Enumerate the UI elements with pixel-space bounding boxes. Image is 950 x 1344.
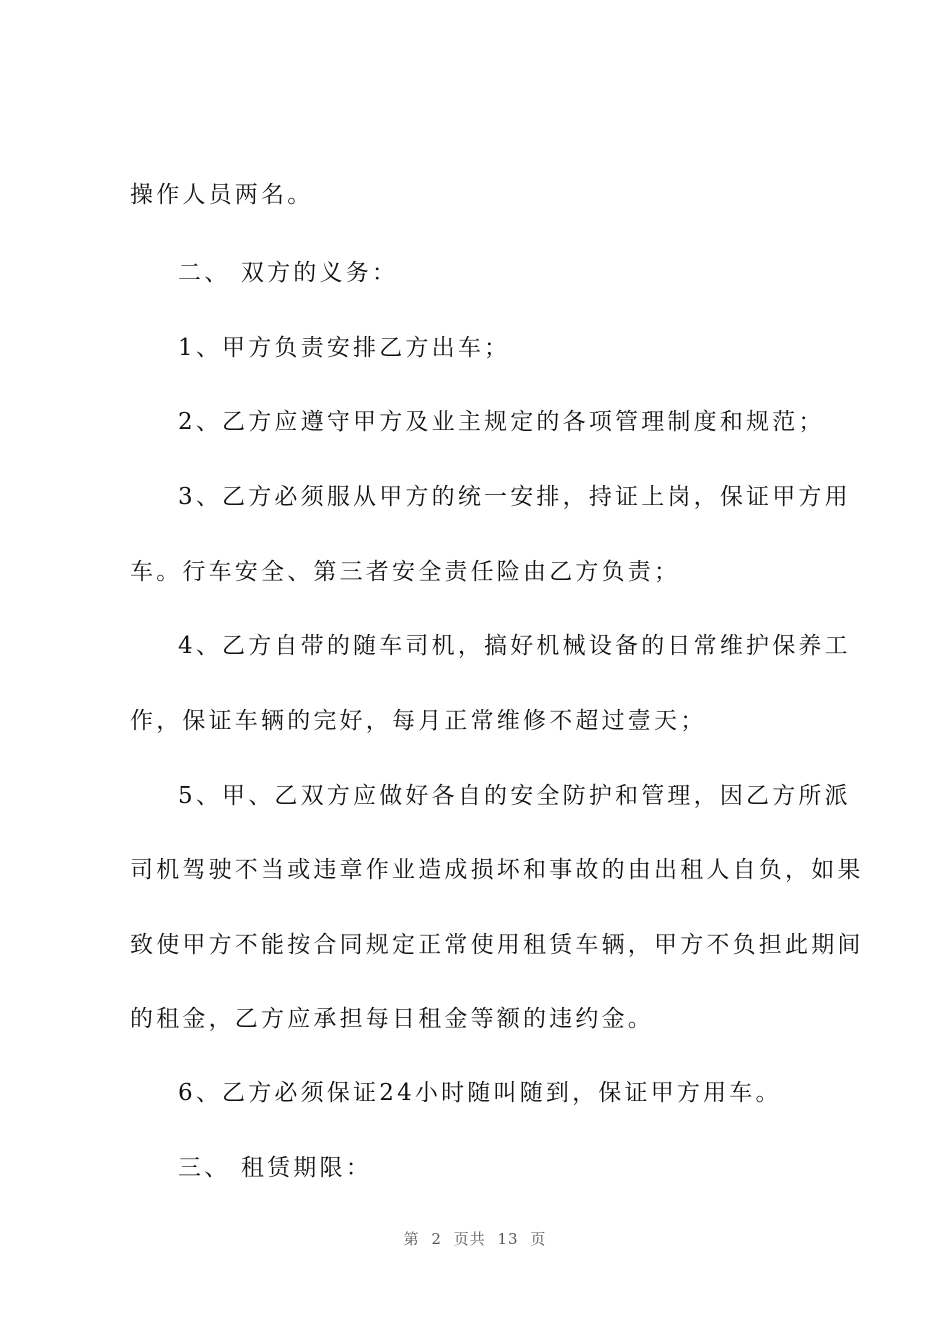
list-item: 6、乙方必须保证24小时随叫随到，保证甲方用车。: [178, 1080, 782, 1106]
paragraph-line: 司机驾驶不当或违章作业造成损坏和事故的由出租人自负，如果: [130, 857, 864, 883]
section-heading: 三、 租赁期限：: [178, 1155, 372, 1181]
paragraph-line: 作，保证车辆的完好，每月正常维修不超过壹天；: [130, 708, 707, 734]
list-item: 2、乙方应遵守甲方及业主规定的各项管理制度和规范；: [178, 409, 825, 435]
paragraph-line: 的租金，乙方应承担每日租金等额的违约金。: [130, 1006, 654, 1032]
page-number: 第 2 页共 13 页: [403, 1230, 547, 1248]
list-item: 4、乙方自带的随车司机，搞好机械设备的日常维护保养工: [178, 633, 851, 659]
section-heading: 二、 双方的义务：: [178, 260, 399, 286]
list-item: 5、甲、乙双方应做好各自的安全防护和管理，因乙方所派: [178, 783, 851, 809]
paragraph-line: 车。行车安全、第三者安全责任险由乙方负责；: [130, 559, 681, 585]
paragraph-line: 致使甲方不能按合同规定正常使用租赁车辆，甲方不负担此期间: [130, 932, 864, 958]
list-item: 1、甲方负责安排乙方出车；: [178, 335, 511, 361]
list-item: 3、乙方必须服从甲方的统一安排，持证上岗，保证甲方用: [178, 484, 851, 510]
paragraph-line: 操作人员两名。: [130, 182, 314, 208]
